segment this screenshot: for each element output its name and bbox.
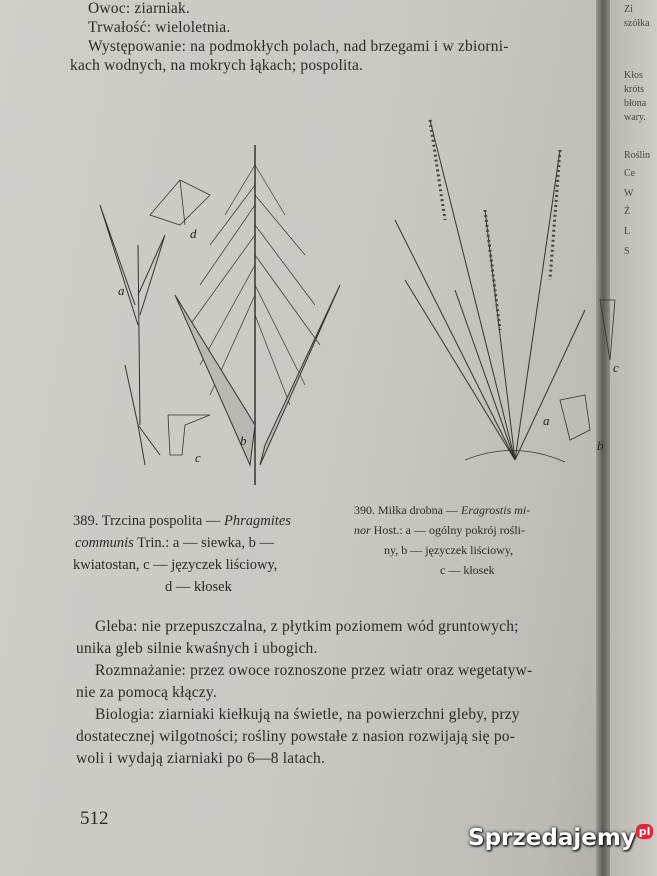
caption-species: Phragmites <box>224 513 291 529</box>
caption-species: communis <box>75 535 134 551</box>
caption-text: Trin.: a — siewka, b — <box>133 535 274 551</box>
fragment: S <box>624 246 630 257</box>
watermark-suffix: pl <box>636 824 654 839</box>
text-line: Biologia: ziarniaki kiełkują na świetle, na powierzchni gleby, przy <box>95 706 520 723</box>
text-line: Trwałość: wieloletnia. <box>88 19 231 36</box>
label-d: d <box>190 226 197 241</box>
caption-390-line <box>354 523 525 538</box>
fragment: szółka <box>624 18 650 29</box>
fragment: króts <box>624 84 644 95</box>
label-b: b <box>240 433 247 448</box>
text-line: woli i wydają ziarniaki po 6—8 latach. <box>76 750 326 767</box>
fragment: L <box>624 226 631 237</box>
fragment: W <box>624 188 634 199</box>
fragment: Ż <box>624 206 631 217</box>
fragment: Roślin <box>624 150 651 161</box>
label-a: a <box>543 413 550 428</box>
label-b: b <box>597 438 604 453</box>
page-number: 512 <box>80 808 109 829</box>
caption-text: Host.: a — ogólny pokrój rośli- <box>370 523 525 537</box>
caption-text: 390. Miłka drobna — <box>354 503 461 517</box>
caption-species: nor <box>354 523 371 537</box>
watermark-logo <box>468 825 653 851</box>
fragment: Zi <box>624 4 633 15</box>
text-line: Rozmnażanie: przez owoce roznoszone przez wiatr oraz wegetatyw- <box>95 662 533 679</box>
label-a: a <box>118 283 125 298</box>
watermark-text: Sprzedajemy <box>468 825 636 851</box>
caption-389-line: d — kłosek <box>165 579 232 595</box>
fragment: Ce <box>624 168 636 179</box>
text-line: dostatecznej wilgotności; rośliny powstałe z nasion rozwijają się po- <box>76 728 516 745</box>
caption-389-line: kwiatostan, c — języczek liściowy, <box>73 557 278 573</box>
phragmites-illustration <box>90 125 350 495</box>
fragment: wary. <box>624 112 646 123</box>
caption-390-line <box>354 503 530 518</box>
caption-389-line <box>75 534 274 552</box>
label-c: c <box>195 450 201 465</box>
eragrostis-illustration <box>385 100 625 480</box>
fragment: Kłos <box>624 70 643 81</box>
text-line: Owoc: ziarniak. <box>88 0 190 17</box>
text-line: Gleba: nie przepuszczalna, z płytkim poziomem wód gruntowych; <box>95 618 519 635</box>
caption-390-line: c — kłosek <box>440 563 495 577</box>
caption-species: Eragrostis mi- <box>461 503 531 517</box>
fragment: błona <box>624 98 647 109</box>
caption-text: 389. Trzcina pospolita — <box>73 513 225 529</box>
label-c: c <box>613 360 619 375</box>
text-line: kach wodnych, na mokrych łąkach; pospolita. <box>70 57 364 74</box>
caption-389-line <box>73 512 291 530</box>
caption-390-line: ny, b — języczek liściowy, <box>384 543 514 557</box>
text-line: Występowanie: na podmokłych polach, nad brzegami i w zbiorni- <box>88 38 509 55</box>
text-line: unika gleb silnie kwaśnych i ubogich. <box>76 640 318 657</box>
text-line: nie za pomocą kłączy. <box>76 684 217 701</box>
